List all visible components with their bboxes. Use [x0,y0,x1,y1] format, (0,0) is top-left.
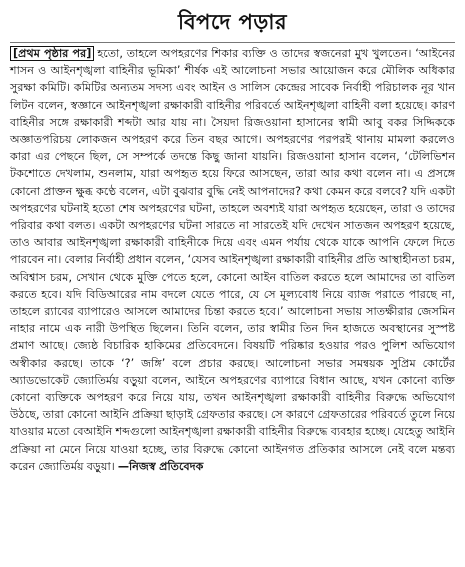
headline-divider [10,42,455,43]
article-body [10,45,455,475]
dateline-box: [প্রথম পৃষ্ঠার পর] [10,46,94,61]
byline: —নিজস্ব প্রতিবেদক [117,459,204,473]
article-text: হতো, তাহলে অপহরণের শিকার ব্যক্তি ও তাদের স্বজনেরা মুখ খুলতেন। ‘আইনের শাসন ও আইনশৃঙ্খলা বাহিনীর ভূমিকা’ শীর্ষক এই আলোচনা সভার আয়োজন করে মৌলিক অধিকার সুরক্ষা কমিটি। কমিটির অন্যতম সদস্য এবং আইন ও সালিস কেন্দ্রের সাবেক নির্বাহী পরিচালক নূর খান লিটন বলেন, স্বজ্ঞানে আইনশৃঙ্খলা রক্ষাকারী বাহিনীর পরিবর্তে আইনশৃঙ্খলা বাহিনী বলা হয়েছে। কারণ বাহিনীর সঙ্গে রক্ষাকারী শব্দটা আর যায় না। সৈয়দা রিজওয়ানা হাসানের স্বামী আবু বকর সিদ্দিককে অজ্ঞাতপরিচয় লোকজন অপহরণ করে তিন বছর আগে। অপহরণের পরপরই থানায় মামলা করলেও কারা এর পেছনে ছিল, সে সম্পর্কে তদন্তে কিছু জানা যায়নি। রিজওয়ানা হাসান বলেন, ‘টেলিভিশন টকশোতে দেখলাম, শুনলাম, যারা অপহৃত হয়ে ফিরে আসছেন, তারা আর কথা বলেন না। এ প্রসঙ্গে কোনো প্রাক্তন ক্ষুব্ধ কণ্ঠে বলেন, এটা বুঝবার বুদ্ধি নেই আপনাদের? কথা কেমন করে বলবে? যদি একটা অপহরণের ঘটনাই হতো শেষ অপহরণের ঘটনা, তাহলে অবশ্যই যারা অপহৃত হয়েছেন, তারা ও তাদের পরিবার কথা বলত। একটা অপহরণের ঘটনা সারতে না সারতেই যদি দেখেন সাতজন অপহরণ হয়েছে, তাও আবার আইনশৃঙ্খলা রক্ষাকারী বাহিনীকে দিয়ে এবং এমন পর্যায় থেকে যাকে আপনি ফেলে দিতে পারবেন না। বেলার নির্বাহী প্রধান বলেন, ‘যেসব আইনশৃঙ্খলা রক্ষাকারী বাহিনীর প্রতি আস্থাহীনতা চরম, অবিশ্বাস চরম, সেখান থেকে মুক্তি পেতে হলে, কোনো আইন বাতিল করতে হলে আমাদের তা বাতিল করতে হবে। যদি বিডিআরের নাম বদলে যেতে পারে, যে সে মূল্যবোধ নিয়ে ব্যাজ পরাতে পারছে না, তাহলে র‌্যাবের ব্যাপারেও আসলে আমাদের চিন্তা করতে হবে।’ আলোচনা সভায় সাতক্ষীরার জেসমিন নাহার নামে এক নারী উপস্থিত ছিলেন। তিনি বলেন, তার স্বামীর তিন দিন হাজতে অবস্থানের সুস্পষ্ট প্রমাণ আছে। জ্যেষ্ঠ বিচারিক হাকিমের প্রতিবেদনে। বিষয়টি পরিষ্কার হওয়ার পরও পুলিশ অভিযোগ অস্বীকার করছে। তাকে ‘?’ জঙ্গি’ বলে প্রচার করছে। আলোচনা সভার সমন্বয়ক সুপ্রিম কোর্টের অ্যাডভোকেট জ্যোতির্ময় বড়ুয়া বলেন, আইনে অপহরণের ব্যাপারে বিধান আছে, যখন কোনো ব্যক্তি কোনো ব্যক্তিকে অপহরণ করে নিয়ে যায়, তখন আইনশৃঙ্খলা রক্ষাকারী বাহিনীর বিরুদ্ধে অভিযোগ উঠছে, তারা কোনো আইনি প্রক্রিয়া ছাড়াই গ্রেফতার করছে। সে কারণে গ্রেফতারের পরিবর্তে তুলে নিয়ে যাওয়ার মতো বেআইনি শব্দগুলো আইনশৃঙ্খলা রক্ষাকারী বাহিনীর বিরুদ্ধে ব্যবহার হচ্ছে। যেহেতু আইনি প্রক্রিয়া না মেনে নিয়ে যাওয়া হচ্ছে, তার বিরুদ্ধে কোনো আইনগত প্রতিকার আসলে নেই বলে মন্তব্য করেন জ্যোতির্ময় বড়ুয়া। [10,47,455,473]
headline: বিপদে পড়ার [177,10,288,34]
